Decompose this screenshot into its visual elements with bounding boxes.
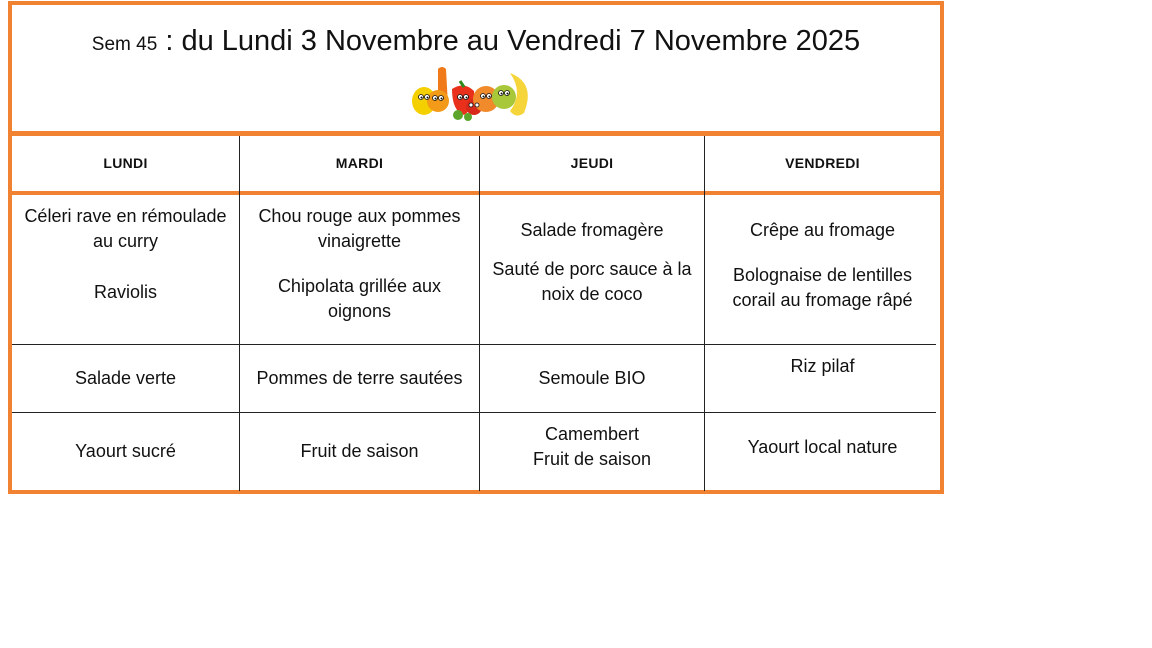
fruits-vegetables-illustration: [412, 63, 536, 121]
main-cell-lundi: [12, 195, 239, 344]
main-dish-lundi: Raviolis: [93, 282, 158, 302]
day-header-jeudi: JEUDI: [570, 155, 614, 171]
starter-vendredi: Crêpe au fromage: [749, 220, 896, 240]
week-label: Sem 45: [91, 34, 158, 55]
main-dish-mardi: Chipolata grillée aux oignons: [277, 276, 442, 321]
main-dish-vendredi: Bolognaise de lentilles corail au fromage râpé: [732, 265, 913, 310]
dessert-lundi: Yaourt sucré: [75, 441, 176, 461]
dessert-vendredi: Yaourt local nature: [747, 436, 898, 457]
starter-jeudi: Salade fromagère: [520, 220, 664, 240]
day-header-lundi: LUNDI: [103, 155, 148, 171]
starter-lundi: Céleri rave en rémoulade au curry: [24, 206, 227, 251]
menu-title: [8, 25, 944, 58]
starter-mardi: Chou rouge aux pommes vinaigrette: [258, 206, 461, 251]
main-cell-jeudi: [480, 195, 704, 344]
dessert-cell-jeudi: [480, 413, 704, 481]
main-dish-jeudi: Sauté de porc sauce à la noix de coco: [492, 259, 692, 304]
day-header-mardi: MARDI: [335, 155, 384, 171]
main-cell-mardi: [240, 195, 479, 344]
date-range: : du Lundi 3 Novembre au Vendredi 7 Novembre 2025: [165, 25, 861, 57]
side-dish-jeudi: Semoule BIO: [538, 368, 646, 388]
side-dish-vendredi: Riz pilaf: [790, 356, 855, 376]
dessert-jeudi: Fruit de saison: [532, 449, 652, 469]
main-cell-vendredi: [705, 195, 940, 344]
day-header-vendredi: VENDREDI: [785, 155, 860, 171]
menu-sheet: [8, 1, 944, 494]
dessert-mardi: Fruit de saison: [300, 441, 419, 461]
side-dish-lundi: Salade verte: [74, 368, 177, 388]
cheese-jeudi: Camembert: [544, 424, 640, 444]
side-dish-mardi: Pommes de terre sautées: [256, 368, 463, 388]
